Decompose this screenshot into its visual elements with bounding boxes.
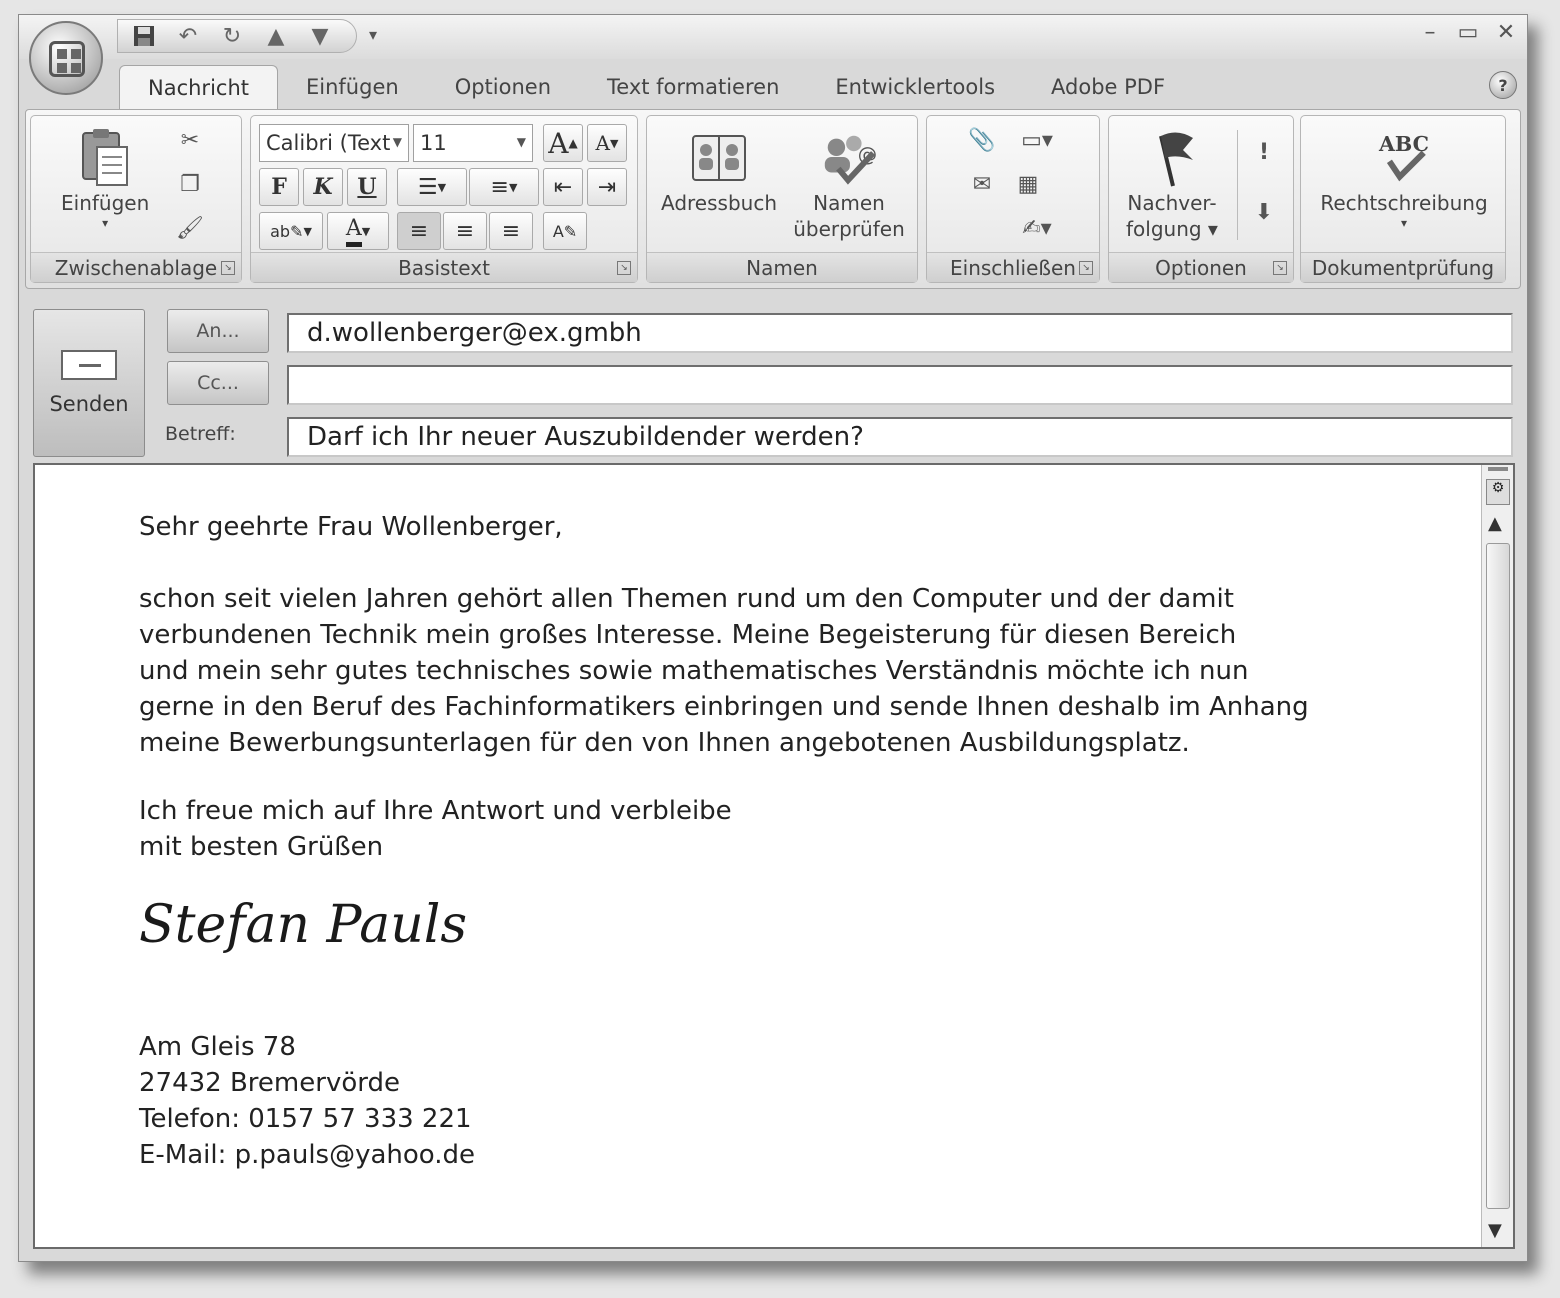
dropdown-arrow-icon: ▾ <box>102 216 109 230</box>
group-proofing <box>1300 115 1506 283</box>
follow-up-label-line2: folgung ▾ <box>1126 217 1218 241</box>
align-left-button[interactable] <box>397 212 441 250</box>
scroll-up-icon[interactable]: ▲ <box>1488 513 1502 534</box>
address-book-button[interactable] <box>655 124 783 216</box>
flag-icon <box>1142 124 1202 190</box>
ribbon <box>25 109 1521 289</box>
send-button[interactable] <box>33 309 145 457</box>
office-button[interactable] <box>29 21 103 95</box>
align-right-button[interactable] <box>489 212 533 250</box>
follow-up-label-line1: Nachver- <box>1127 191 1217 215</box>
quick-access-toolbar <box>117 19 357 53</box>
close-icon[interactable]: ✕ <box>1496 19 1516 45</box>
dropdown-arrow-icon: ▼ <box>361 224 371 238</box>
align-center-icon: ≡ <box>455 218 475 244</box>
paragraph-line: verbundenen Technik mein großes Interesse. Meine Begeisterung für diesen Bereich <box>139 620 1237 650</box>
dialog-launcher-icon[interactable]: ↘ <box>1079 261 1093 275</box>
names-group-label: Namen <box>647 252 917 282</box>
align-right-icon: ≡ <box>501 218 521 244</box>
clipboard-group-label: Zwischenablage <box>31 252 241 282</box>
subject-label: Betreff: <box>165 423 236 445</box>
business-card-icon[interactable]: ▭▾ <box>1021 127 1053 153</box>
dropdown-arrow-icon: ▼ <box>392 135 402 149</box>
highlight-button[interactable] <box>259 212 323 250</box>
underline-button[interactable]: U <box>347 168 387 206</box>
check-names-icon <box>819 124 879 190</box>
help-icon[interactable]: ? <box>1489 71 1517 99</box>
options-group-label: Optionen <box>1109 252 1293 282</box>
proofing-group-label: Dokumentprüfung <box>1301 252 1505 282</box>
cc-button[interactable]: Cc... <box>167 361 269 405</box>
check-names-label-line1: Namen <box>813 191 885 215</box>
paragraph <box>139 581 1309 761</box>
vertical-scrollbar[interactable] <box>1481 465 1513 1247</box>
maximize-icon[interactable]: ▭ <box>1457 19 1479 45</box>
dropdown-arrow-icon: ▼ <box>303 224 312 238</box>
address-line: 27432 Bremervörde <box>139 1068 400 1098</box>
tab-optionen[interactable]: Optionen <box>454 75 552 99</box>
closing-line: mit besten Grüßen <box>139 832 384 862</box>
group-options <box>1108 115 1294 283</box>
office-logo-icon <box>49 41 85 77</box>
paragraph-line: und mein sehr gutes technisches sowie mathematisches Verständnis möchte ich nun <box>139 656 1249 686</box>
group-clipboard <box>30 115 242 283</box>
dialog-launcher-icon[interactable]: ↘ <box>617 261 631 275</box>
increase-indent-button[interactable] <box>587 168 627 206</box>
font-size-combo[interactable] <box>413 124 533 162</box>
group-names <box>646 115 918 283</box>
cc-field[interactable] <box>287 365 1513 405</box>
scroll-thumb[interactable] <box>1486 543 1510 1209</box>
font-name-value: Calibri (Text <box>266 131 391 155</box>
dialog-launcher-icon[interactable]: ↘ <box>1273 261 1287 275</box>
svg-text:ABC: ABC <box>1378 132 1430 156</box>
customize-toolbar-icon[interactable]: ▾ <box>369 25 378 44</box>
tab-adobe-pdf[interactable]: Adobe PDF <box>1051 75 1166 99</box>
scroll-down-icon[interactable]: ▼ <box>1488 1220 1502 1241</box>
title-bar <box>19 15 1527 59</box>
highlighter-icon: ab✎ <box>270 221 304 241</box>
format-painter-icon[interactable]: 🖌 <box>176 215 204 241</box>
window-controls <box>1417 17 1519 47</box>
paste-label: Einfügen <box>61 191 150 215</box>
address-line: E-Mail: p.pauls@yahoo.de <box>139 1140 476 1170</box>
paste-button[interactable] <box>61 124 149 230</box>
copy-icon[interactable]: ❐ <box>180 171 200 197</box>
closing <box>139 793 732 865</box>
bullets-button[interactable] <box>397 168 467 206</box>
numbering-button[interactable] <box>469 168 539 206</box>
font-name-combo[interactable] <box>259 124 409 162</box>
calendar-icon[interactable]: ▦ <box>1017 171 1039 197</box>
split-handle[interactable] <box>1488 467 1508 471</box>
greeting: Sehr geehrte Frau Wollenberger, <box>139 512 563 542</box>
separator <box>1237 130 1238 240</box>
address-book-icon <box>689 124 749 190</box>
tab-nachricht[interactable]: Nachricht <box>119 65 278 109</box>
sender-address <box>139 1029 475 1173</box>
redo-icon[interactable]: ↻ <box>222 23 242 49</box>
grow-font-button[interactable]: A ▲ <box>543 124 583 162</box>
signature-icon[interactable]: ✍▾ <box>1022 215 1052 241</box>
check-names-button[interactable] <box>787 124 911 242</box>
font-size-value: 11 <box>420 131 447 155</box>
address-book-label: Adressbuch <box>661 191 777 215</box>
font-color-button[interactable] <box>327 212 389 250</box>
high-importance-icon[interactable]: ! <box>1258 139 1270 165</box>
styles-button[interactable] <box>543 212 587 250</box>
message-body[interactable] <box>33 463 1515 1249</box>
ribbon-tabs <box>119 65 1193 109</box>
spelling-button[interactable] <box>1307 124 1501 230</box>
tab-entwicklertools[interactable]: Entwicklertools <box>835 75 996 99</box>
attach-item-icon[interactable]: ✉ <box>972 171 992 197</box>
check-names-label-line2: überprüfen <box>793 217 905 241</box>
decrease-indent-button[interactable] <box>543 168 583 206</box>
grow-font-glyph: A <box>548 126 569 160</box>
down-icon[interactable]: ▼ <box>311 23 329 49</box>
svg-text:@: @ <box>857 142 878 166</box>
clipboard-icon <box>75 124 135 190</box>
tab-text-formatieren[interactable]: Text formatieren <box>607 75 780 99</box>
include-group-label: Einschließen <box>927 252 1099 282</box>
increase-indent-icon: ⇥ <box>597 174 617 200</box>
bold-button[interactable]: F <box>259 168 299 206</box>
spelling-check-icon <box>1374 124 1434 190</box>
address-line: Telefon: 0157 57 333 221 <box>139 1104 472 1134</box>
envelope-icon <box>61 350 117 380</box>
dialog-launcher-icon[interactable]: ↘ <box>221 261 235 275</box>
shrink-font-button[interactable]: A ▼ <box>587 124 627 162</box>
send-label: Senden <box>49 392 129 416</box>
follow-up-button[interactable] <box>1115 124 1229 242</box>
styles-icon: A✎ <box>552 221 578 241</box>
align-left-icon: ≡ <box>409 218 429 244</box>
basic-text-group-label: Basistext <box>251 252 637 282</box>
paragraph-line: gerne in den Beruf des Fachinformatikers einbringen und sende Ihnen deshalb im Anhang <box>139 692 1309 722</box>
italic-button[interactable]: K <box>303 168 343 206</box>
save-icon[interactable] <box>130 22 158 50</box>
dropdown-arrow-icon: ▾ <box>1400 216 1408 230</box>
align-center-button[interactable] <box>443 212 487 250</box>
bullet-list-icon: ☰ <box>417 174 438 200</box>
numbered-list-icon: ≡ <box>490 174 509 200</box>
tab-einfuegen[interactable]: Einfügen <box>306 75 399 99</box>
paragraph-line: meine Bewerbungsunterlagen für den von Ihnen angebotenen Ausbildungsplatz. <box>139 728 1190 758</box>
to-button[interactable]: An... <box>167 309 269 353</box>
font-color-glyph: A <box>346 216 362 247</box>
outlook-message-window <box>18 14 1528 1262</box>
dropdown-arrow-icon: ▼ <box>516 135 526 149</box>
address-line: Am Gleis 78 <box>139 1032 296 1062</box>
paragraph-line: schon seit vielen Jahren gehört allen Themen rund um den Computer und der damit <box>139 584 1234 614</box>
minimize-icon[interactable]: – <box>1424 19 1436 45</box>
decrease-indent-icon: ⇤ <box>553 174 573 200</box>
attach-file-icon[interactable]: 📎 <box>968 127 996 153</box>
undo-icon[interactable]: ↶ <box>178 23 198 49</box>
ruler-toggle-icon[interactable]: ⚙ <box>1486 479 1510 505</box>
signature: Stefan Pauls <box>139 895 468 955</box>
subject-field[interactable]: Darf ich Ihr neuer Auszubildender werden? <box>287 417 1513 457</box>
group-include <box>926 115 1100 283</box>
cut-icon[interactable]: ✂ <box>180 127 200 153</box>
closing-line: Ich freue mich auf Ihre Antwort und verbleibe <box>139 796 732 826</box>
spelling-label: Rechtschreibung <box>1320 191 1488 215</box>
dropdown-arrow-icon: ▼ <box>437 180 447 194</box>
up-icon[interactable]: ▲ <box>267 23 285 49</box>
low-importance-icon[interactable]: ⬇ <box>1254 199 1274 225</box>
to-field[interactable]: d.wollenberger@ex.gmbh <box>287 313 1513 353</box>
dropdown-arrow-icon: ▼ <box>508 180 518 194</box>
group-basic-text <box>250 115 638 283</box>
shrink-font-glyph: A <box>595 131 610 155</box>
